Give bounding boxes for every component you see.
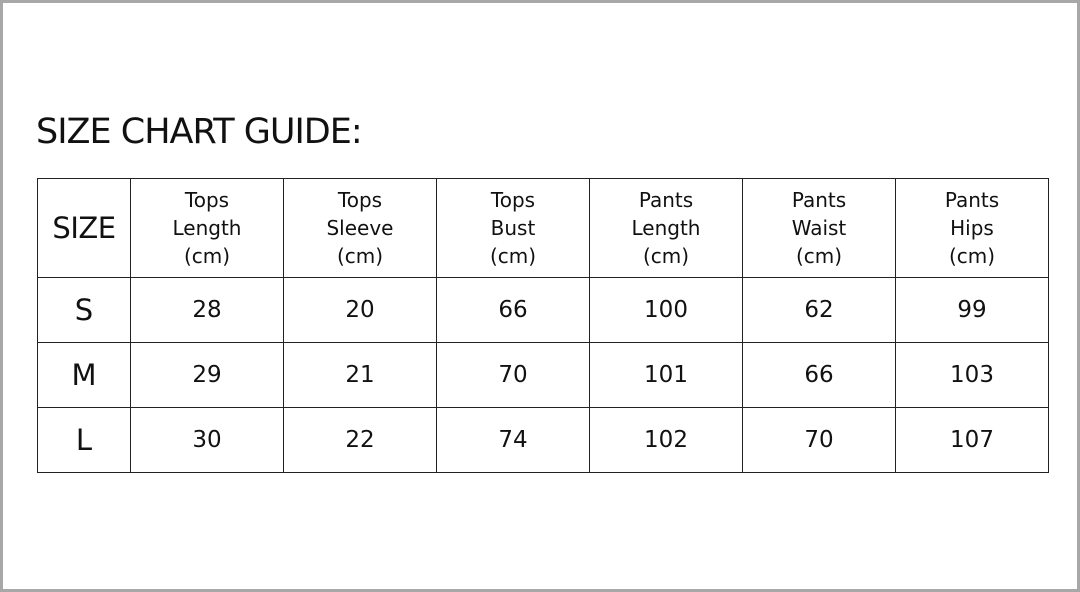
table-cell: 28 (131, 278, 284, 343)
table-cell: 70 (437, 343, 590, 408)
table-cell: 66 (743, 343, 896, 408)
column-header-line: Tops (490, 188, 536, 212)
table-cell: 100 (590, 278, 743, 343)
column-header-tops-bust (437, 179, 590, 278)
column-header-line: Bust (490, 216, 536, 240)
size-label: M (38, 343, 131, 408)
page-title: SIZE CHART GUIDE: (36, 112, 362, 152)
size-column-header: SIZE (38, 179, 131, 278)
table-cell: 102 (590, 408, 743, 473)
column-header-tops-sleeve (284, 179, 437, 278)
table-cell: 99 (896, 278, 1049, 343)
size-label: S (38, 278, 131, 343)
table-cell: 66 (437, 278, 590, 343)
table-cell: 29 (131, 343, 284, 408)
size-chart-table (37, 178, 1049, 473)
column-header-pants-hips (896, 179, 1049, 278)
column-header-line: Sleeve (326, 216, 394, 240)
column-header-line: Pants (944, 188, 1000, 212)
column-header-unit: (cm) (336, 244, 384, 268)
column-header-line: Tops (184, 188, 230, 212)
column-header-line: Pants (791, 188, 847, 212)
table-cell: 62 (743, 278, 896, 343)
table-cell: 101 (590, 343, 743, 408)
column-header-unit: (cm) (948, 244, 996, 268)
column-header-tops-length (131, 179, 284, 278)
column-header-unit: (cm) (183, 244, 231, 268)
column-header-line: Length (631, 216, 701, 240)
table-cell: 74 (437, 408, 590, 473)
table-cell: 107 (896, 408, 1049, 473)
column-header-line: Hips (950, 216, 994, 240)
table-row (38, 408, 1049, 473)
table-cell: 20 (284, 278, 437, 343)
table-cell: 70 (743, 408, 896, 473)
table-cell: 21 (284, 343, 437, 408)
column-header-line: Pants (638, 188, 694, 212)
column-header-line: Length (172, 216, 242, 240)
column-header-line: Waist (791, 216, 847, 240)
column-header-pants-length (590, 179, 743, 278)
column-header-unit: (cm) (795, 244, 843, 268)
table-row (38, 343, 1049, 408)
column-header-line: Tops (337, 188, 383, 212)
column-header-unit: (cm) (642, 244, 690, 268)
table-cell: 22 (284, 408, 437, 473)
table-header-row (38, 179, 1049, 278)
column-header-pants-waist (743, 179, 896, 278)
size-label: L (38, 408, 131, 473)
table-cell: 103 (896, 343, 1049, 408)
table-cell: 30 (131, 408, 284, 473)
column-header-unit: (cm) (489, 244, 537, 268)
table-row (38, 278, 1049, 343)
